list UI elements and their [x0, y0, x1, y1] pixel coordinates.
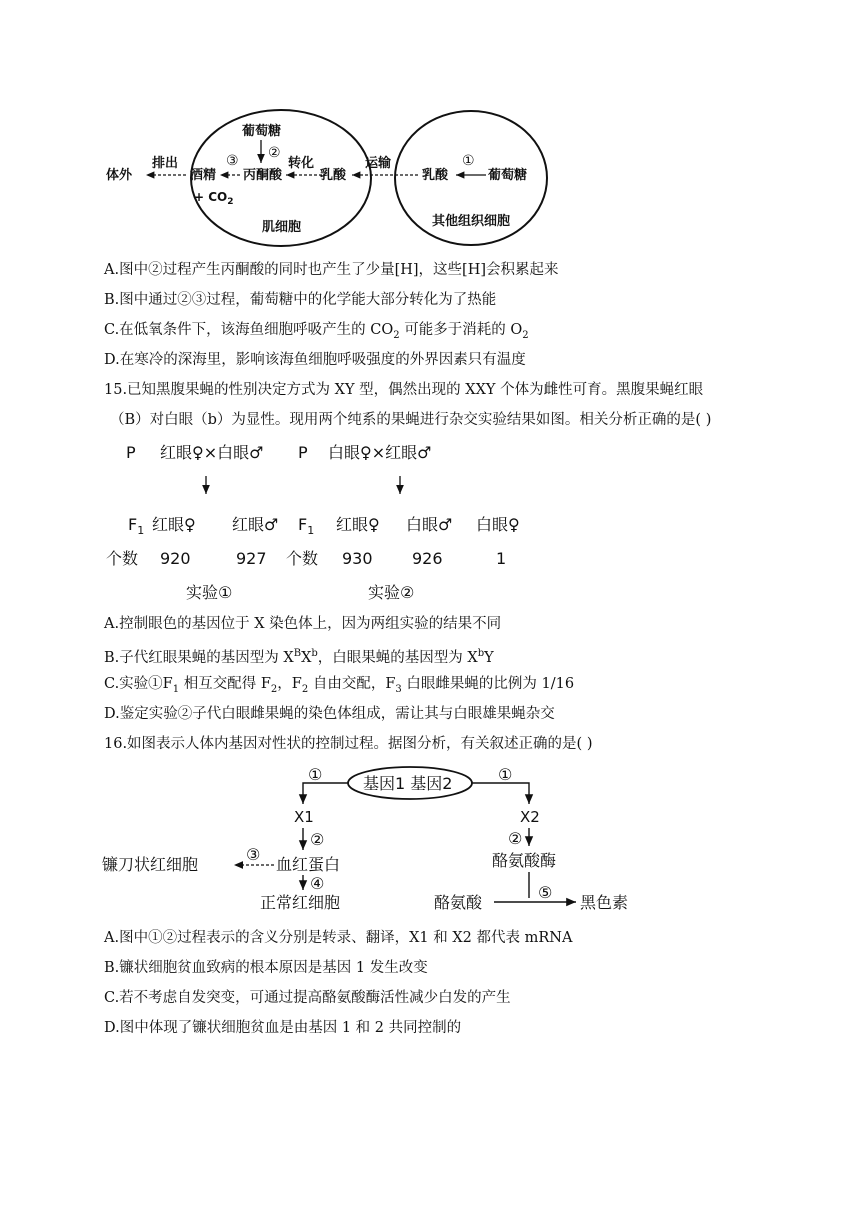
- q15-b-text: B.子代红眼果蝇的基因型为 X: [104, 649, 294, 666]
- lactate-right-label: 乳酸: [422, 168, 449, 183]
- glucose-right-label: 葡萄糖: [488, 168, 528, 183]
- q14-option-d: D.在寒冷的深海里，影响该海鱼细胞呼吸强度的外界因素只有温度: [104, 352, 526, 368]
- step-5-label: ⑤: [538, 883, 553, 902]
- q15-option-c: [104, 674, 574, 700]
- q14-c-sub2: 2: [522, 329, 529, 341]
- melanin-label: 黑色素: [580, 893, 629, 912]
- step-4-label: ④: [310, 874, 325, 893]
- q15-option-a: A.控制眼色的基因位于 X 染色体上，因为两组实验的结果不同: [104, 616, 502, 632]
- q14-option-a: A.图中②过程产生丙酮酸的同时也产生了少量[H]，这些[H]会积累起来: [104, 262, 559, 278]
- q14-option-b: B.图中通过②③过程，葡萄糖中的化学能大部分转化为了热能: [104, 292, 497, 308]
- q16-option-d: D.图中体现了镰状细胞贫血是由基因 1 和 2 共同控制的: [104, 1020, 462, 1036]
- outside-label: 体外: [106, 168, 133, 183]
- q16-option-a: A.图中①②过程表示的含义分别是转录、翻译，X1 和 X2 都代表 mRNA: [104, 930, 573, 946]
- x2-label: X2: [520, 808, 540, 826]
- step-1-label: ①: [462, 153, 475, 169]
- q16-stem: 16.如图表示人体内基因对性状的控制过程。据图分析，有关叙述正确的是( ): [104, 736, 593, 752]
- q14-option-c: [104, 320, 529, 346]
- genes-label: 基因1 基因2: [363, 774, 453, 793]
- step-2a-label: ②: [310, 830, 325, 849]
- hemoglobin-label: 血红蛋白: [276, 855, 341, 874]
- q15-c-end: 白眼雌果蝇的比例为 1/16: [401, 676, 575, 692]
- q16-option-b: B.镰状细胞贫血致病的根本原因是基因 1 发生改变: [104, 960, 428, 976]
- experiment-1-label: 实验①: [186, 583, 233, 602]
- f1-label-1: $F_1$: [128, 515, 145, 537]
- count-label-1: 个数: [106, 549, 139, 568]
- q15-c-m3: 自由交配，F: [308, 676, 396, 692]
- lactate-left-label: 乳酸: [320, 168, 347, 183]
- muscle-cell-label: 肌细胞: [262, 220, 302, 235]
- q15-b-sup2: b: [311, 648, 318, 659]
- co2-label: + $CO_2$: [194, 190, 234, 207]
- x1-label: X1: [294, 808, 314, 826]
- gene-control-diagram: [100, 762, 660, 920]
- tyrosinase-label: 酪氨酸酶: [492, 851, 557, 870]
- q15-c-m2: ，F: [277, 676, 302, 692]
- pyruvate-label: 丙酮酸: [243, 168, 283, 183]
- f1-white-male-2: 白眼♂: [406, 515, 453, 534]
- f1-red-female: 红眼♀: [152, 515, 196, 534]
- q15-b-sup1: B: [293, 648, 302, 659]
- step-2b-label: ②: [508, 829, 523, 848]
- tyrosine-label: 酪氨酸: [434, 893, 483, 912]
- step-1a-label: ①: [308, 765, 323, 784]
- q15-b-mid1: X: [301, 649, 312, 666]
- glucose-top-label: 葡萄糖: [242, 124, 282, 139]
- q15-option-d: D.鉴定实验②子代白眼雌果蝇的染色体组成，需让其与白眼雄果蝇杂交: [104, 706, 555, 722]
- q15-c-s1: 1: [172, 683, 180, 695]
- q14-c-mid: 可能多于消耗的 O: [399, 322, 523, 338]
- q15-c-s3: 2: [301, 683, 309, 695]
- q15-stem-line2: （B）对白眼（b）为显性。现用两个纯系的果蝇进行杂交实验结果如图。相关分析正确的是( ): [110, 412, 712, 428]
- f1-white-female-2: 白眼♀: [476, 515, 520, 534]
- cross-2-label: 白眼♀×红眼♂: [328, 443, 432, 462]
- count-label-2: 个数: [286, 549, 319, 568]
- p-label-2: P: [298, 443, 308, 462]
- arrow-gene1-to-x1: [303, 783, 348, 804]
- count-white-male-2: 926: [412, 549, 443, 568]
- excrete-label: 排出: [152, 156, 179, 171]
- f1-red-male: 红眼♂: [232, 515, 279, 534]
- normal-cell-label: 正常红细胞: [260, 893, 341, 912]
- q15-option-b: [104, 644, 494, 668]
- fruit-fly-cross-table: [100, 436, 560, 606]
- count-red-female-1: 920: [160, 549, 191, 568]
- q14-c-text: C.在低氧条件下，该海鱼细胞呼吸产生的 CO: [104, 322, 394, 338]
- step-1b-label: ①: [498, 765, 513, 784]
- q15-c-text: C.实验①F: [104, 676, 173, 692]
- count-red-female-2: 930: [342, 549, 373, 568]
- transform-label: 转化: [288, 156, 315, 171]
- q15-c-m1: 相互交配得 F: [179, 676, 271, 692]
- experiment-2-label: 实验②: [368, 583, 415, 602]
- arrow-gene2-to-x2: [472, 783, 529, 804]
- q15-c-s4: 3: [395, 683, 402, 695]
- q16-option-c: C.若不考虑自发突变，可通过提高酪氨酸酶活性减少白发的产生: [104, 990, 511, 1006]
- alcohol-label: 酒精: [190, 168, 217, 183]
- step-3-label: ③: [226, 153, 239, 169]
- q15-c-s2: 2: [270, 683, 278, 695]
- count-white-female-2: 1: [496, 549, 507, 568]
- count-red-male-1: 927: [236, 549, 267, 568]
- q14-c-sub1: 2: [393, 329, 400, 341]
- f1-label-2: $F_1$: [298, 515, 315, 537]
- other-cell-label: 其他组织细胞: [432, 214, 511, 229]
- f1-red-female-2: 红眼♀: [336, 515, 380, 534]
- q15-b-end: Y: [484, 649, 494, 666]
- step-2-label: ②: [268, 145, 281, 161]
- step-3-label: ③: [246, 845, 261, 864]
- q15-stem-line1: 15.已知黑腹果蝇的性别决定方式为 XY 型，偶然出现的 XXY 个体为雌性可育。黑腹果蝇红眼: [104, 382, 704, 398]
- q15-b-sup3: b: [477, 648, 485, 659]
- q15-b-mid2: ，白眼果蝇的基因型为 X: [317, 649, 478, 666]
- transport-label: 运输: [365, 156, 392, 171]
- p-label-1: P: [126, 443, 136, 462]
- sickle-cell-label: 镰刀状红细胞: [102, 855, 199, 874]
- cross-1-label: 红眼♀×白眼♂: [160, 443, 264, 462]
- cell-respiration-diagram: [100, 105, 560, 255]
